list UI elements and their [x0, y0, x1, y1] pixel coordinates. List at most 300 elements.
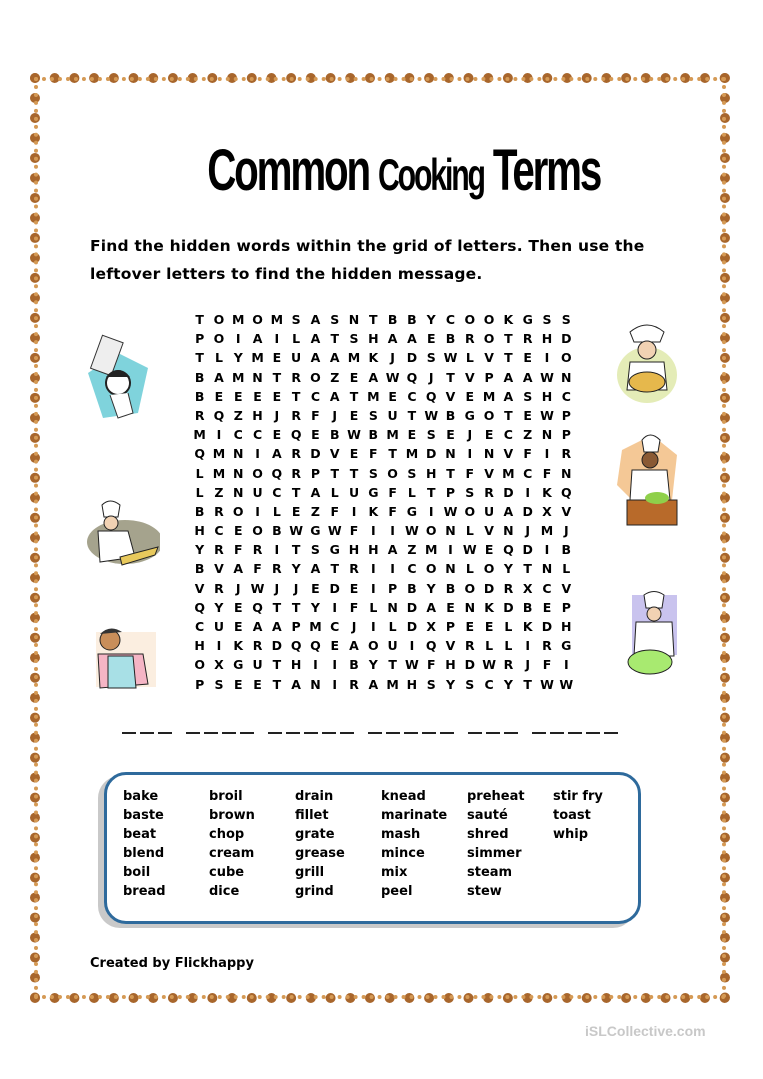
grid-letter[interactable]: Y	[426, 312, 436, 327]
grid-letter[interactable]: D	[271, 638, 283, 654]
grid-letter[interactable]: L	[369, 599, 378, 615]
grid-letter[interactable]: A	[271, 619, 282, 634]
grid-letter[interactable]: S	[349, 331, 359, 347]
grid-letter[interactable]: F	[523, 446, 532, 462]
grid-letter[interactable]: V	[503, 446, 514, 462]
grid-letter[interactable]: A	[310, 561, 321, 577]
grid-letter[interactable]: B	[194, 369, 205, 385]
grid-letter[interactable]: C	[503, 427, 513, 443]
grid-letter[interactable]: O	[387, 465, 398, 481]
grid-letter[interactable]: M	[386, 427, 399, 443]
grid-letter[interactable]: E	[484, 619, 494, 634]
grid-letter[interactable]: E	[349, 580, 359, 596]
grid-letter[interactable]: M	[309, 619, 322, 634]
grid-letter[interactable]: J	[274, 407, 280, 423]
grid-letter[interactable]: I	[525, 484, 531, 500]
grid-letter[interactable]: O	[483, 312, 495, 327]
grid-letter[interactable]: F	[388, 484, 397, 500]
letter-blank[interactable]	[440, 722, 454, 734]
grid-letter[interactable]: L	[465, 561, 474, 577]
grid-letter[interactable]: N	[483, 446, 495, 462]
grid-letter[interactable]: P	[445, 619, 456, 634]
grid-letter[interactable]: D	[406, 619, 418, 634]
grid-letter[interactable]: T	[523, 561, 532, 577]
grid-letter[interactable]: N	[445, 523, 456, 539]
grid-letter[interactable]: J	[390, 350, 395, 366]
grid-letter[interactable]: M	[367, 388, 380, 404]
grid-letter[interactable]: V	[194, 580, 205, 596]
grid-letter[interactable]: G	[368, 484, 379, 500]
grid-letter[interactable]: B	[194, 503, 205, 519]
grid-letter[interactable]: R	[291, 369, 301, 385]
grid-letter[interactable]: O	[464, 580, 476, 596]
grid-letter[interactable]: E	[272, 350, 282, 366]
grid-letter[interactable]: Q	[406, 369, 418, 385]
grid-letter[interactable]: S	[542, 312, 552, 327]
grid-letter[interactable]: E	[446, 599, 455, 615]
grid-letter[interactable]: N	[503, 523, 514, 539]
grid-letter[interactable]: K	[368, 503, 379, 519]
grid-letter[interactable]: R	[291, 407, 301, 423]
grid-letter[interactable]: P	[561, 407, 571, 423]
grid-letter[interactable]: W	[405, 523, 419, 539]
grid-letter[interactable]: O	[252, 465, 263, 481]
grid-letter[interactable]: N	[541, 561, 553, 577]
grid-letter[interactable]: J	[332, 407, 338, 423]
grid-letter[interactable]: M	[347, 350, 361, 366]
grid-letter[interactable]: S	[330, 312, 340, 327]
grid-letter[interactable]: E	[233, 619, 243, 634]
grid-letter[interactable]: V	[445, 638, 456, 654]
grid-letter[interactable]: F	[349, 599, 359, 615]
grid-letter[interactable]: J	[293, 580, 299, 596]
grid-letter[interactable]: M	[502, 465, 515, 481]
grid-letter[interactable]: R	[291, 465, 301, 481]
letter-blank[interactable]	[468, 722, 482, 734]
grid-letter[interactable]: E	[330, 638, 339, 654]
grid-letter[interactable]: V	[484, 523, 494, 539]
letter-blank[interactable]	[240, 722, 254, 734]
grid-letter[interactable]: O	[310, 369, 321, 385]
grid-letter[interactable]: T	[504, 407, 513, 423]
grid-letter[interactable]: T	[330, 561, 339, 577]
grid-letter[interactable]: Y	[503, 676, 513, 692]
letter-blank[interactable]	[304, 722, 318, 734]
grid-letter[interactable]: S	[368, 465, 378, 481]
grid-letter[interactable]: D	[426, 446, 437, 462]
grid-letter[interactable]: X	[542, 503, 552, 519]
grid-letter[interactable]: P	[388, 580, 398, 596]
grid-letter[interactable]: Q	[503, 542, 514, 558]
grid-letter[interactable]: T	[272, 599, 282, 615]
grid-letter[interactable]: R	[349, 676, 359, 692]
grid-letter[interactable]: C	[195, 619, 205, 634]
grid-letter[interactable]: O	[213, 312, 225, 327]
letter-blank[interactable]	[122, 722, 136, 734]
grid-letter[interactable]: R	[522, 331, 533, 347]
grid-letter[interactable]: O	[425, 523, 437, 539]
grid-letter[interactable]: Y	[310, 599, 320, 615]
grid-letter[interactable]: G	[561, 638, 572, 654]
grid-letter[interactable]: G	[522, 312, 533, 327]
grid-letter[interactable]: G	[329, 542, 340, 558]
grid-letter[interactable]: M	[212, 465, 226, 481]
grid-letter[interactable]: M	[251, 350, 264, 366]
letter-blank[interactable]	[204, 722, 218, 734]
grid-letter[interactable]: F	[233, 542, 243, 558]
grid-letter[interactable]: A	[329, 388, 340, 404]
grid-letter[interactable]: E	[272, 427, 282, 443]
grid-letter[interactable]: C	[272, 484, 282, 500]
grid-letter[interactable]: E	[484, 427, 494, 443]
letter-blank[interactable]	[286, 722, 300, 734]
grid-letter[interactable]: A	[233, 561, 244, 577]
grid-letter[interactable]: O	[232, 503, 244, 519]
grid-letter[interactable]: T	[369, 312, 378, 327]
grid-letter[interactable]: I	[235, 331, 241, 347]
grid-letter[interactable]: C	[523, 465, 533, 481]
letter-blank[interactable]	[404, 722, 418, 734]
grid-letter[interactable]: Q	[560, 484, 572, 500]
grid-letter[interactable]: E	[446, 427, 455, 443]
grid-letter[interactable]: H	[252, 407, 263, 423]
grid-letter[interactable]: T	[291, 542, 301, 558]
grid-letter[interactable]: F	[426, 657, 436, 673]
grid-letter[interactable]: F	[388, 503, 397, 519]
grid-letter[interactable]: O	[464, 503, 476, 519]
grid-letter[interactable]: W	[482, 657, 496, 673]
grid-letter[interactable]: O	[483, 331, 495, 347]
grid-letter[interactable]: Z	[407, 542, 417, 558]
grid-letter[interactable]: S	[561, 312, 571, 327]
grid-letter[interactable]: B	[407, 580, 417, 596]
grid-letter[interactable]: U	[213, 619, 225, 634]
grid-letter[interactable]: L	[562, 561, 571, 577]
grid-letter[interactable]: D	[406, 599, 418, 615]
grid-letter[interactable]: F	[542, 657, 552, 673]
grid-letter[interactable]: M	[405, 446, 419, 462]
grid-letter[interactable]: I	[351, 503, 357, 519]
grid-letter[interactable]: T	[407, 407, 417, 423]
letter-blank[interactable]	[222, 722, 236, 734]
grid-letter[interactable]: R	[194, 407, 205, 423]
letter-blank[interactable]	[504, 722, 518, 734]
grid-letter[interactable]: Z	[310, 503, 320, 519]
grid-letter[interactable]: I	[390, 523, 395, 539]
grid-letter[interactable]: E	[214, 388, 224, 404]
grid-letter[interactable]: Q	[252, 599, 263, 615]
grid-letter[interactable]: M	[386, 676, 399, 692]
grid-letter[interactable]: I	[390, 561, 395, 577]
grid-letter[interactable]: Y	[426, 580, 436, 596]
grid-letter[interactable]: N	[561, 465, 572, 481]
grid-letter[interactable]: T	[195, 350, 204, 366]
grid-letter[interactable]: J	[525, 523, 531, 539]
grid-letter[interactable]: R	[542, 638, 552, 654]
grid-letter[interactable]: O	[483, 561, 495, 577]
grid-letter[interactable]: C	[310, 388, 321, 404]
letter-blank[interactable]	[268, 722, 282, 734]
grid-letter[interactable]: I	[544, 446, 550, 462]
grid-letter[interactable]: T	[195, 312, 204, 327]
grid-letter[interactable]: P	[195, 676, 205, 692]
grid-letter[interactable]: L	[407, 484, 416, 500]
grid-letter[interactable]: T	[426, 484, 436, 500]
grid-letter[interactable]: J	[467, 427, 473, 443]
grid-letter[interactable]: E	[349, 446, 359, 462]
grid-letter[interactable]: E	[465, 388, 475, 404]
letter-blank[interactable]	[532, 722, 546, 734]
grid-letter[interactable]: N	[445, 446, 456, 462]
grid-letter[interactable]: C	[214, 523, 224, 539]
grid-letter[interactable]: C	[407, 388, 417, 404]
grid-letter[interactable]: W	[327, 523, 342, 539]
grid-letter[interactable]: G	[310, 523, 321, 539]
letter-blank[interactable]	[604, 722, 618, 734]
grid-letter[interactable]: R	[214, 542, 224, 558]
grid-letter[interactable]: O	[194, 657, 205, 673]
grid-letter[interactable]: R	[252, 638, 263, 654]
grid-letter[interactable]: H	[348, 542, 360, 558]
grid-letter[interactable]: A	[503, 388, 514, 404]
grid-letter[interactable]: I	[544, 350, 550, 366]
grid-letter[interactable]: U	[387, 638, 398, 654]
grid-letter[interactable]: C	[542, 580, 552, 596]
grid-letter[interactable]: I	[255, 446, 260, 462]
grid-letter[interactable]: H	[194, 523, 205, 539]
letter-blank[interactable]	[158, 722, 172, 734]
grid-letter[interactable]: B	[368, 427, 379, 443]
grid-letter[interactable]: Y	[445, 676, 456, 692]
grid-letter[interactable]: H	[445, 657, 456, 673]
grid-letter[interactable]: E	[388, 388, 397, 404]
grid-letter[interactable]: A	[426, 599, 437, 615]
grid-letter[interactable]: M	[212, 446, 226, 462]
grid-letter[interactable]: M	[540, 523, 554, 539]
grid-letter[interactable]: I	[274, 331, 280, 347]
grid-letter[interactable]: R	[349, 561, 359, 577]
grid-letter[interactable]: B	[194, 388, 205, 404]
grid-letter[interactable]: E	[523, 350, 532, 366]
grid-letter[interactable]: F	[330, 503, 339, 519]
grid-letter[interactable]: C	[233, 427, 243, 443]
grid-letter[interactable]: T	[349, 465, 359, 481]
grid-letter[interactable]: P	[561, 427, 571, 443]
grid-letter[interactable]: T	[388, 446, 397, 462]
grid-letter[interactable]: A	[407, 331, 417, 347]
grid-letter[interactable]: Q	[425, 388, 437, 404]
grid-letter[interactable]: E	[291, 503, 301, 519]
grid-letter[interactable]: V	[561, 580, 572, 596]
grid-letter[interactable]: R	[214, 580, 224, 596]
grid-letter[interactable]: O	[252, 523, 263, 539]
grid-letter[interactable]: D	[483, 580, 495, 596]
grid-letter[interactable]: O	[464, 312, 476, 327]
grid-letter[interactable]: U	[484, 503, 495, 519]
grid-letter[interactable]: K	[484, 599, 494, 615]
grid-letter[interactable]: U	[387, 407, 398, 423]
grid-letter[interactable]: E	[253, 676, 262, 692]
grid-letter[interactable]: J	[428, 369, 434, 385]
grid-letter[interactable]: A	[214, 369, 224, 385]
grid-letter[interactable]: S	[426, 350, 436, 366]
grid-letter[interactable]: Z	[330, 369, 340, 385]
grid-letter[interactable]: E	[426, 331, 436, 347]
grid-letter[interactable]: E	[542, 599, 552, 615]
grid-letter[interactable]: N	[233, 484, 244, 500]
grid-letter[interactable]: S	[426, 427, 436, 443]
grid-letter[interactable]: Y	[214, 599, 224, 615]
grid-letter[interactable]: K	[503, 312, 514, 327]
grid-letter[interactable]: N	[233, 446, 244, 462]
grid-letter[interactable]: L	[272, 503, 281, 519]
letter-blank[interactable]	[186, 722, 200, 734]
grid-letter[interactable]: S	[465, 676, 475, 692]
grid-letter[interactable]: S	[523, 388, 533, 404]
grid-letter[interactable]: A	[310, 312, 321, 327]
grid-letter[interactable]: M	[232, 312, 245, 327]
grid-letter[interactable]: L	[504, 619, 513, 634]
letter-blank[interactable]	[386, 722, 400, 734]
grid-letter[interactable]: C	[561, 388, 571, 404]
grid-letter[interactable]: T	[504, 350, 513, 366]
grid-letter[interactable]: H	[561, 619, 572, 634]
grid-letter[interactable]: I	[467, 446, 473, 462]
grid-letter[interactable]: I	[313, 657, 318, 673]
grid-letter[interactable]: Z	[233, 407, 243, 423]
grid-letter[interactable]: B	[387, 312, 398, 327]
grid-letter[interactable]: S	[426, 676, 436, 692]
grid-letter[interactable]: Y	[291, 561, 301, 577]
grid-letter[interactable]: G	[233, 657, 244, 673]
grid-letter[interactable]: R	[252, 542, 263, 558]
grid-letter[interactable]: I	[216, 638, 222, 654]
grid-letter[interactable]: E	[349, 369, 359, 385]
grid-letter[interactable]: A	[310, 350, 321, 366]
grid-letter[interactable]: O	[213, 331, 225, 347]
grid-letter[interactable]: B	[561, 542, 572, 558]
grid-letter[interactable]: Q	[290, 427, 302, 443]
grid-letter[interactable]: F	[542, 465, 552, 481]
grid-letter[interactable]: B	[272, 523, 282, 539]
grid-letter[interactable]: J	[351, 619, 357, 634]
grid-letter[interactable]: Q	[271, 465, 283, 481]
grid-letter[interactable]: D	[329, 580, 340, 596]
letter-blank[interactable]	[586, 722, 600, 734]
grid-letter[interactable]: J	[274, 580, 280, 596]
grid-letter[interactable]: T	[330, 465, 339, 481]
grid-letter[interactable]: I	[332, 599, 338, 615]
grid-letter[interactable]: H	[194, 638, 205, 654]
grid-letter[interactable]: N	[464, 599, 476, 615]
grid-letter[interactable]: V	[464, 369, 475, 385]
grid-letter[interactable]: C	[484, 676, 494, 692]
grid-letter[interactable]: R	[484, 484, 494, 500]
grid-letter[interactable]: T	[349, 388, 359, 404]
grid-letter[interactable]: C	[445, 312, 456, 327]
grid-letter[interactable]: I	[370, 561, 376, 577]
grid-letter[interactable]: X	[522, 580, 533, 596]
grid-letter[interactable]: H	[290, 657, 302, 673]
grid-letter[interactable]: D	[522, 503, 533, 519]
grid-letter[interactable]: F	[253, 561, 262, 577]
grid-letter[interactable]: L	[330, 484, 339, 500]
grid-letter[interactable]: M	[232, 369, 245, 385]
grid-letter[interactable]: O	[483, 407, 495, 423]
grid-letter[interactable]: Y	[195, 542, 205, 558]
grid-letter[interactable]: R	[503, 657, 514, 673]
grid-letter[interactable]: T	[291, 388, 301, 404]
grid-letter[interactable]: V	[484, 465, 494, 481]
grid-letter[interactable]: E	[253, 388, 262, 404]
grid-letter[interactable]: I	[370, 619, 376, 634]
grid-letter[interactable]: I	[563, 657, 569, 673]
grid-letter[interactable]: M	[193, 427, 206, 443]
grid-letter[interactable]: E	[233, 523, 243, 539]
grid-letter[interactable]: H	[368, 331, 379, 347]
grid-letter[interactable]: P	[445, 484, 456, 500]
grid-letter[interactable]: Q	[194, 446, 205, 462]
grid-letter[interactable]: Z	[214, 484, 224, 500]
grid-letter[interactable]: R	[291, 446, 301, 462]
grid-letter[interactable]: V	[214, 561, 224, 577]
grid-letter[interactable]: E	[311, 580, 320, 596]
grid-letter[interactable]: I	[332, 676, 338, 692]
grid-letter[interactable]: I	[255, 503, 260, 519]
grid-letter[interactable]: B	[349, 657, 359, 673]
grid-letter[interactable]: B	[445, 331, 456, 347]
grid-letter[interactable]: A	[387, 331, 398, 347]
grid-letter[interactable]: O	[252, 312, 263, 327]
grid-letter[interactable]: Q	[290, 638, 302, 654]
letter-blank[interactable]	[140, 722, 154, 734]
grid-letter[interactable]: B	[329, 427, 340, 443]
grid-letter[interactable]: V	[561, 503, 572, 519]
grid-letter[interactable]: D	[522, 542, 533, 558]
grid-letter[interactable]: H	[541, 388, 553, 404]
grid-letter[interactable]: R	[214, 503, 224, 519]
grid-letter[interactable]: S	[368, 407, 378, 423]
grid-letter[interactable]: B	[407, 312, 417, 327]
grid-letter[interactable]: L	[504, 638, 513, 654]
grid-letter[interactable]: W	[540, 676, 554, 692]
grid-letter[interactable]: U	[348, 484, 360, 500]
grid-letter[interactable]: N	[387, 599, 398, 615]
grid-letter[interactable]: D	[503, 599, 514, 615]
grid-letter[interactable]: P	[291, 619, 301, 634]
grid-letter[interactable]: A	[522, 369, 533, 385]
grid-letter[interactable]: N	[348, 312, 360, 327]
grid-letter[interactable]: F	[311, 407, 320, 423]
grid-letter[interactable]: U	[291, 350, 302, 366]
grid-letter[interactable]: N	[310, 676, 321, 692]
grid-letter[interactable]: D	[503, 484, 514, 500]
grid-letter[interactable]: J	[235, 580, 241, 596]
grid-letter[interactable]: T	[272, 657, 282, 673]
grid-letter[interactable]: H	[425, 465, 437, 481]
grid-letter[interactable]: S	[310, 542, 320, 558]
grid-letter[interactable]: Q	[194, 599, 205, 615]
grid-letter[interactable]: M	[482, 388, 496, 404]
grid-letter[interactable]: E	[349, 407, 359, 423]
grid-letter[interactable]: L	[195, 465, 204, 481]
grid-letter[interactable]: A	[252, 619, 263, 634]
grid-letter[interactable]: Q	[213, 407, 225, 423]
grid-letter[interactable]: T	[272, 369, 282, 385]
grid-letter[interactable]: A	[310, 331, 321, 347]
grid-letter[interactable]: L	[465, 350, 474, 366]
grid-letter[interactable]: W	[443, 350, 458, 366]
